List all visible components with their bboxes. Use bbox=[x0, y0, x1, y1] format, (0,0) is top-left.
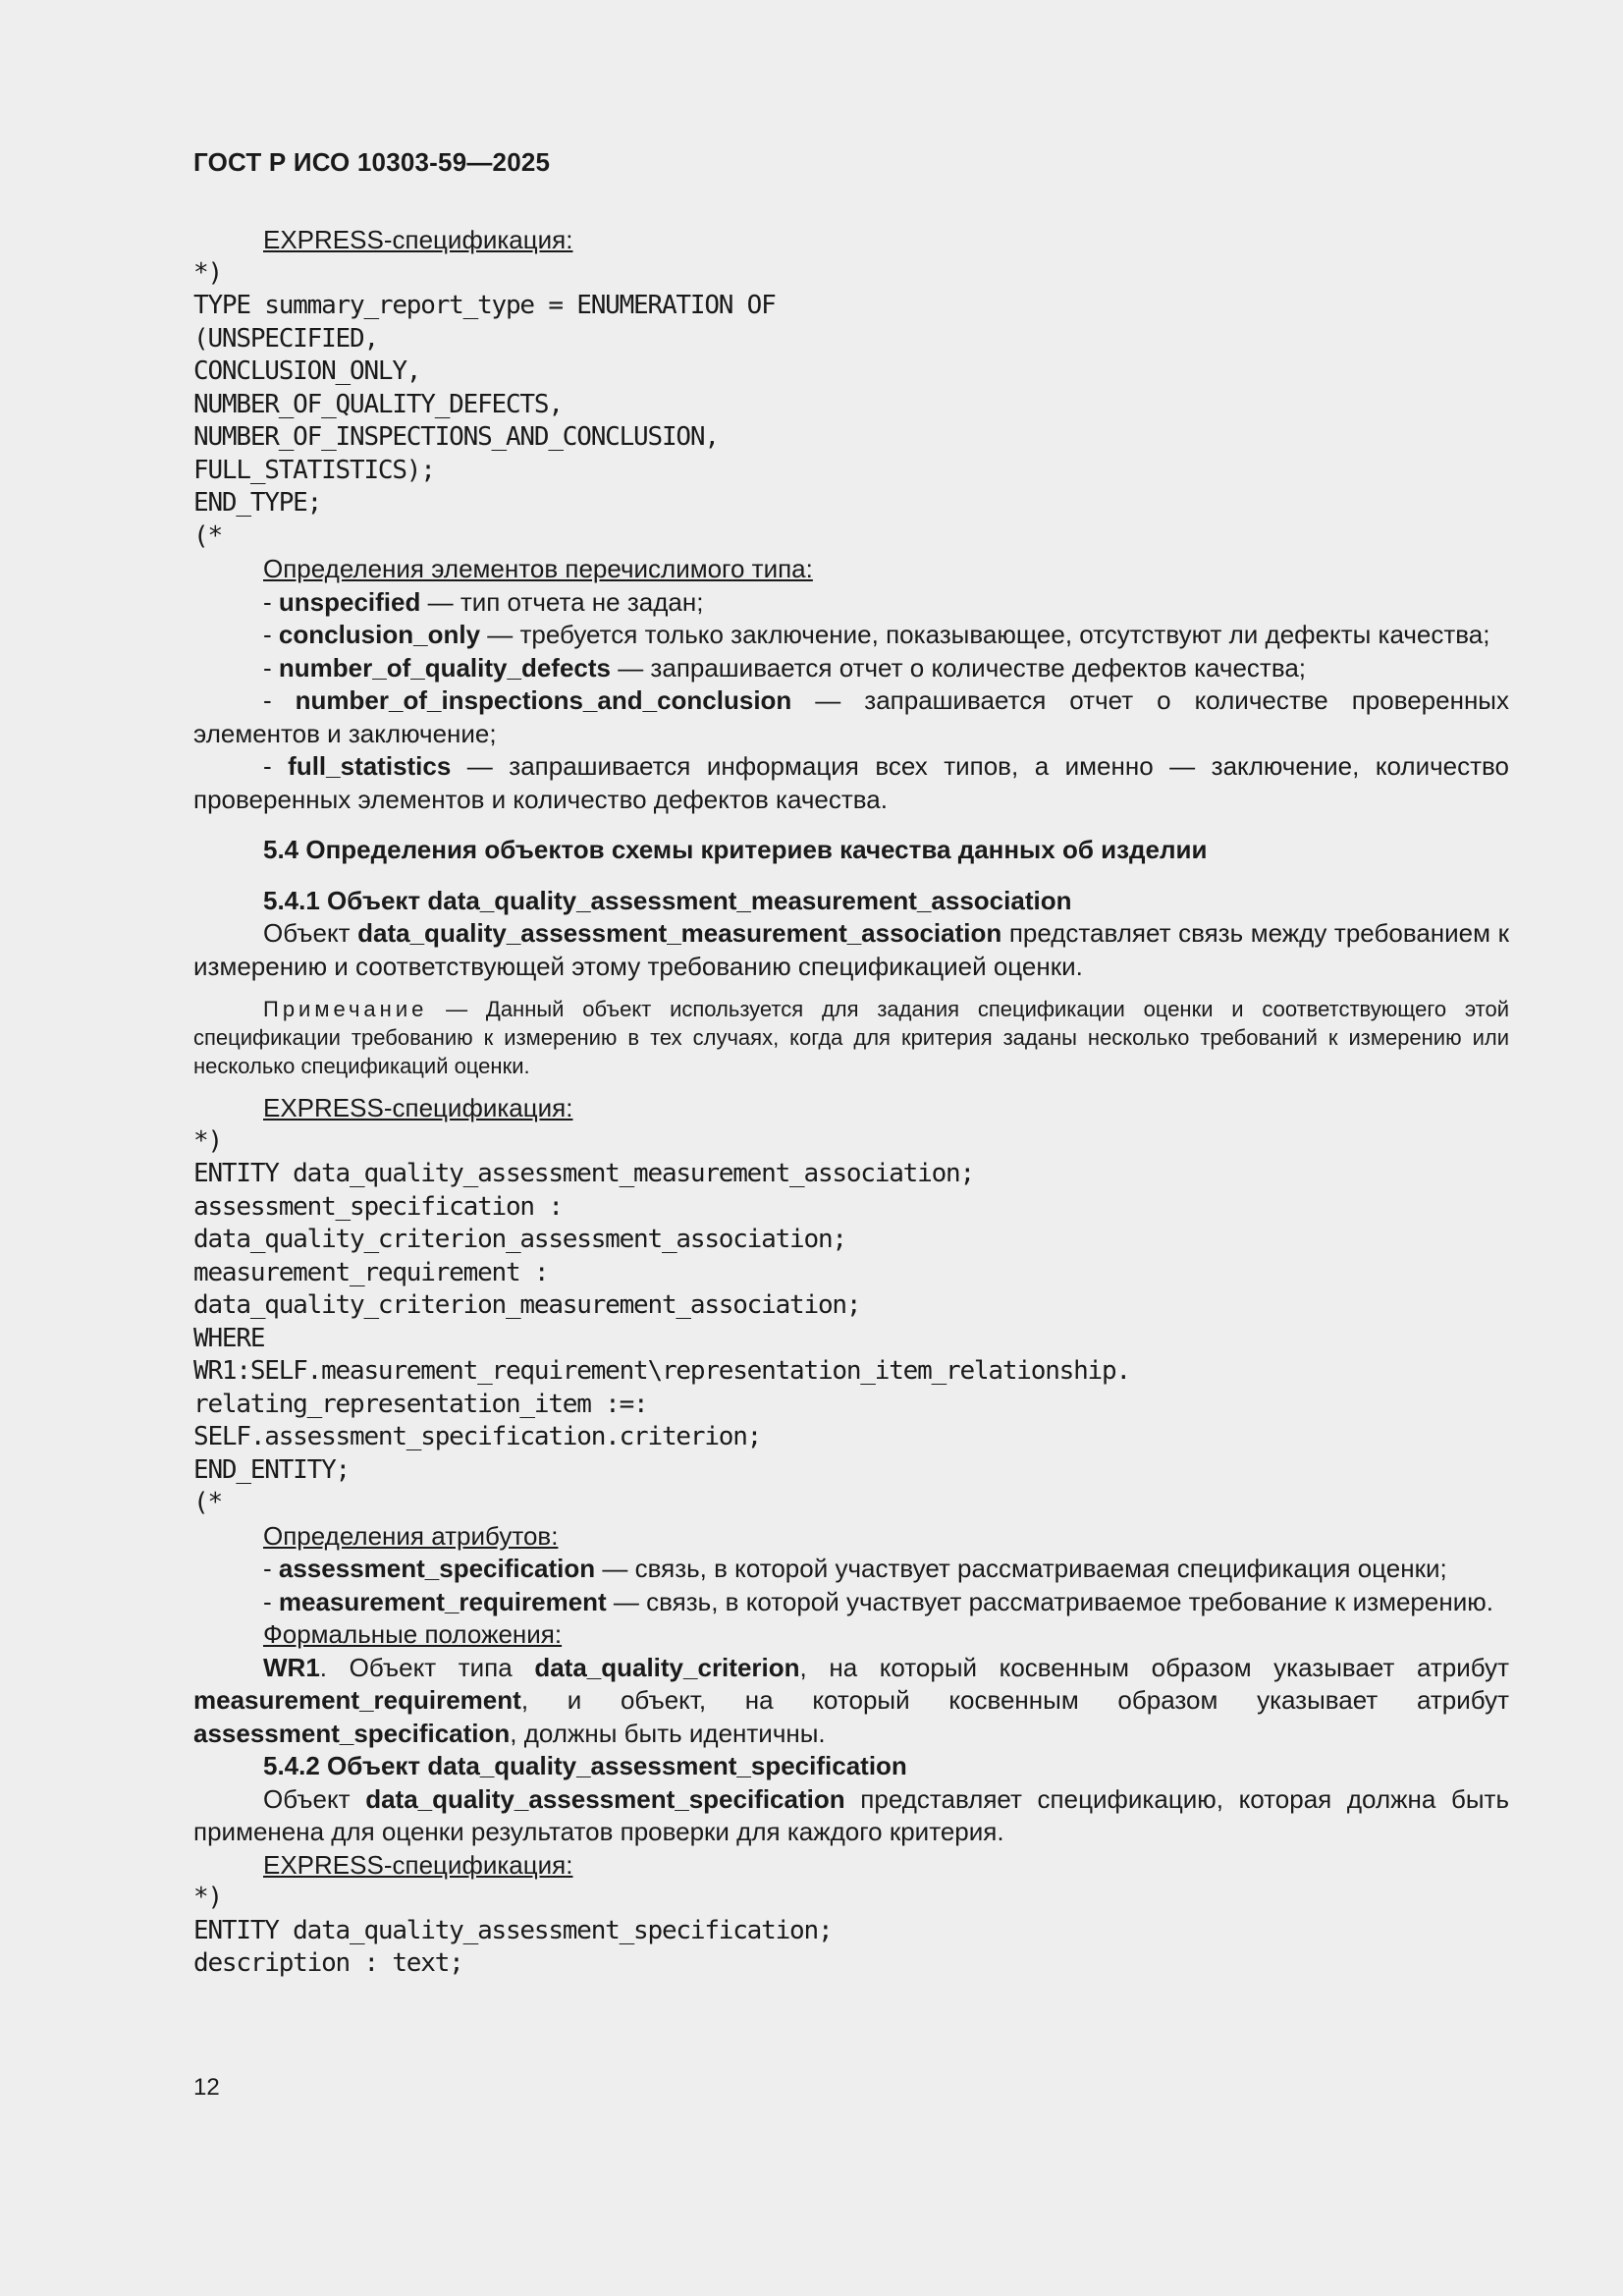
standard-header: ГОСТ Р ИСО 10303-59—2025 bbox=[193, 147, 551, 177]
section-heading-5-4-1: 5.4.1 Объект data_quality_assessment_measurement_association bbox=[263, 885, 1072, 915]
page-number: 12 bbox=[193, 2074, 220, 2101]
section-heading-5-4-2: 5.4.2 Объект data_quality_assessment_specification bbox=[263, 1751, 907, 1780]
code-line: CONCLUSION_ONLY, bbox=[193, 356, 421, 386]
note: Примечание — Данный объект используется для задания спецификации оценки и соответствующего этой спецификации требованию к измерению в тех случаях, когда для критерия заданы несколько требований к измерению или несколько спецификаций оценки. bbox=[193, 997, 1509, 1078]
code-line: description : text; bbox=[193, 1948, 463, 1978]
code-line: assessment_specification : bbox=[193, 1191, 563, 1222]
page-content bbox=[193, 224, 1509, 1981]
code-line: WR1:SELF.measurement_requirement\representation_item_relationship. bbox=[193, 1356, 1130, 1386]
code-line: END_ENTITY; bbox=[193, 1454, 350, 1485]
code-line: ENTITY data_quality_assessment_specification; bbox=[193, 1915, 833, 1945]
code-line: ENTITY data_quality_assessment_measurement_association; bbox=[193, 1159, 974, 1188]
section-5-4-1-intro: Объект data_quality_assessment_measurement_association представляет связь между требованием к измерению и соответствующей этому требованию спецификацией оценки. bbox=[193, 918, 1509, 981]
code-line: SELF.assessment_specification.criterion; bbox=[193, 1422, 762, 1451]
code-line: FULL_STATISTICS); bbox=[193, 455, 435, 485]
code-line: (UNSPECIFIED, bbox=[193, 323, 378, 354]
enum-def-item: - number_of_inspections_and_conclusion — запрашивается отчет о количестве проверенных элементов и заключение; bbox=[193, 685, 1509, 748]
code-line: data_quality_criterion_assessment_association; bbox=[193, 1225, 846, 1254]
code-line: WHERE bbox=[193, 1323, 265, 1353]
attr-def-item: - measurement_requirement — связь, в которой участвует рассматриваемое требование к измерению. bbox=[263, 1586, 1493, 1616]
attr-def-item: - assessment_specification — связь, в которой участвует рассматриваемая спецификация оценки; bbox=[263, 1554, 1447, 1583]
code-line: measurement_requirement : bbox=[193, 1257, 549, 1287]
code-line: NUMBER_OF_QUALITY_DEFECTS, bbox=[193, 389, 563, 419]
express-label: EXPRESS-спецификация: bbox=[263, 1093, 573, 1122]
code-comment-open: (* bbox=[193, 520, 222, 551]
code-comment-close: *) bbox=[193, 1125, 222, 1156]
express-label: EXPRESS-спецификация: bbox=[263, 1849, 573, 1880]
code-line: END_TYPE; bbox=[193, 488, 322, 518]
code-comment-close: *) bbox=[193, 257, 222, 288]
enum-def-item: - full_statistics — запрашивается информация всех типов, а именно — заключение, количество проверенных элементов и количество дефектов качества. bbox=[193, 751, 1509, 814]
enum-def-item: - number_of_quality_defects — запрашивается отчет о количестве дефектов качества; bbox=[263, 652, 1307, 683]
enum-def-item: - conclusion_only — требуется только заключение, показывающее, отсутствуют ли дефекты качества; bbox=[263, 620, 1490, 649]
code-line: NUMBER_OF_INSPECTIONS_AND_CONCLUSION, bbox=[193, 422, 719, 452]
formal-title: Формальные положения: bbox=[263, 1619, 563, 1649]
attr-defs-title: Определения атрибутов: bbox=[263, 1520, 559, 1551]
section-5-4-2-intro: Объект data_quality_assessment_specification представляет спецификацию, которая должна быть применена для оценки результатов проверки для каждого критерия. bbox=[193, 1783, 1509, 1846]
enum-defs-title: Определения элементов перечислимого типа: bbox=[263, 554, 813, 583]
code-line: TYPE summary_report_type = ENUMERATION OF bbox=[193, 291, 776, 320]
code-line: relating_representation_item :=: bbox=[193, 1389, 648, 1419]
code-comment-close: *) bbox=[193, 1883, 222, 1912]
express-label: EXPRESS-спецификация: bbox=[263, 225, 573, 254]
code-comment-open: (* bbox=[193, 1488, 222, 1517]
code-line: data_quality_criterion_measurement_association; bbox=[193, 1290, 861, 1320]
formal-rule: WR1. Объект типа data_quality_criterion, на который косвенным образом указывает атрибут measurement_requirement, и объект, на который косвенным образом указывает атрибут assessment_specification, должны быть идентичны. bbox=[193, 1652, 1509, 1748]
enum-def-item: - unspecified — тип отчета не задан; bbox=[263, 586, 704, 617]
section-heading-5-4: 5.4 Определения объектов схемы критериев качества данных об изделии bbox=[263, 835, 1208, 864]
